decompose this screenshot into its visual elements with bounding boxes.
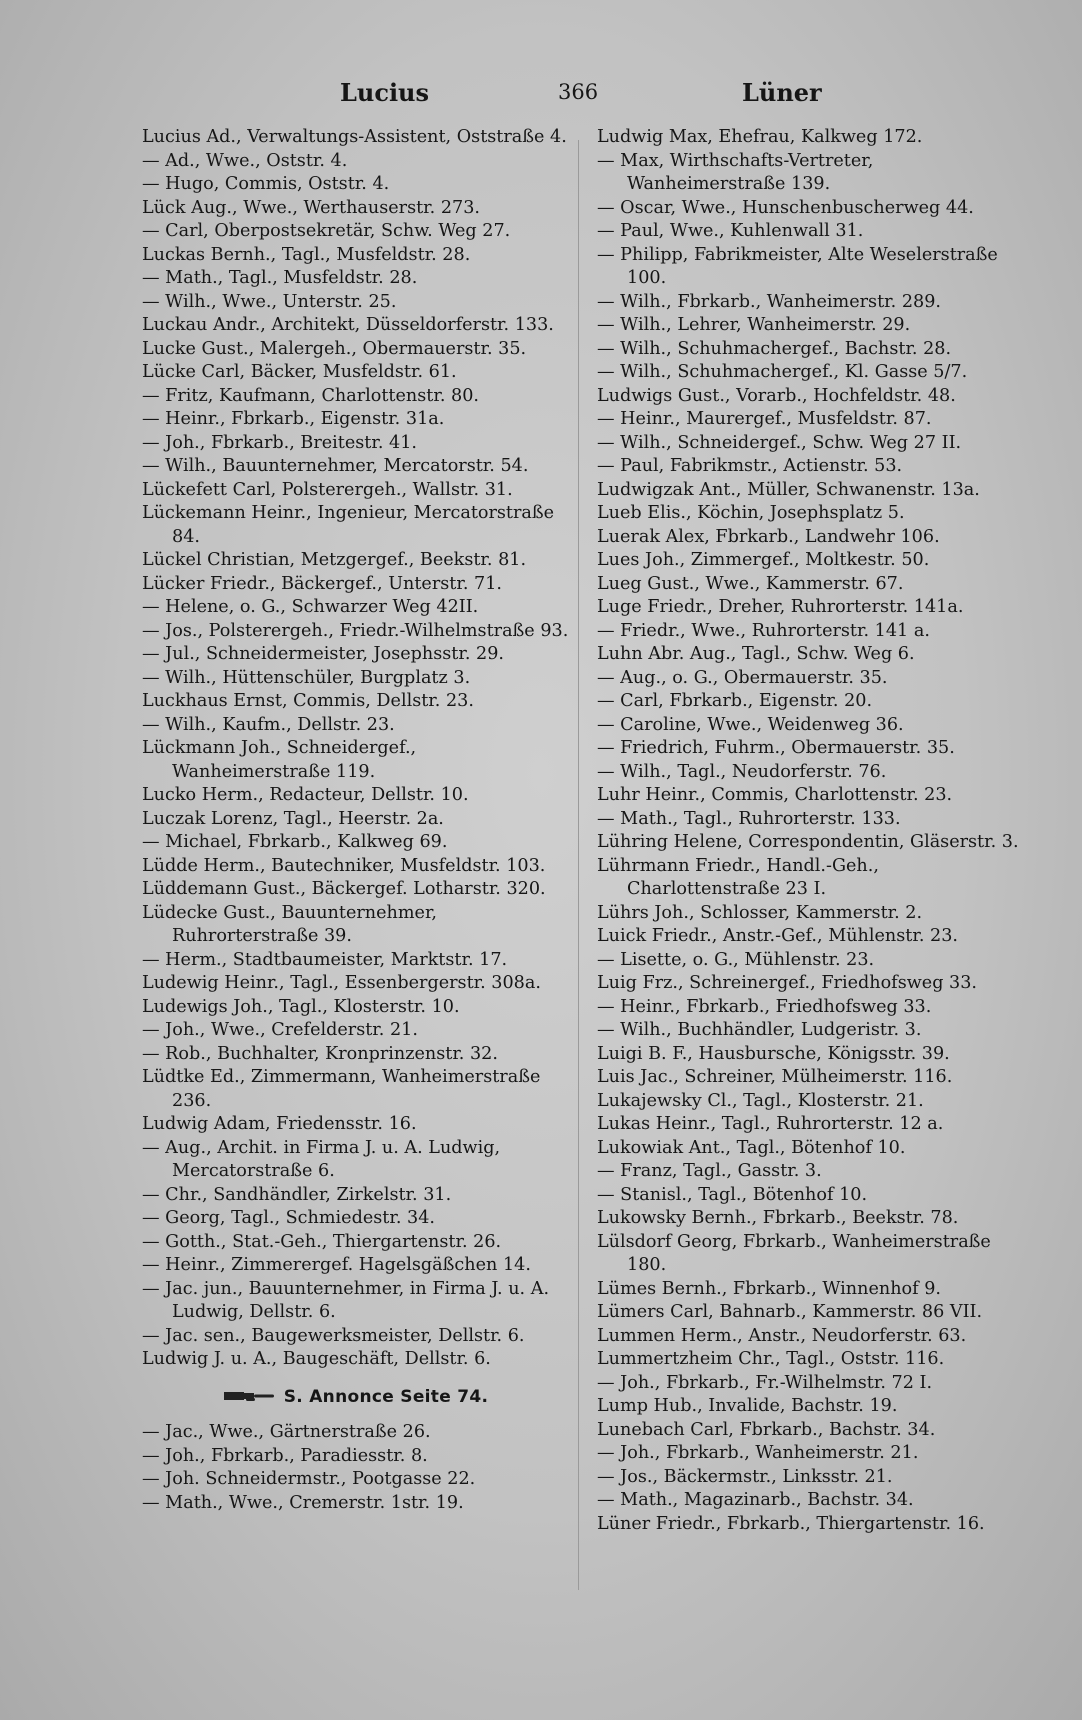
directory-entry: Lueb Elis., Köchin, Josephsplatz 5.	[597, 503, 905, 523]
directory-entry: Lück Aug., Wwe., Werthauserstr. 273.	[142, 197, 481, 218]
directory-entry: Luhr Heinr., Commis, Charlottenstr. 23.	[597, 785, 953, 805]
directory-entry: — Aug., Archit. in Firma J. u. A. Ludwig, Mercatorstraße 6.	[142, 1137, 501, 1181]
directory-entry: — Max, Wirthschafts-Vertreter, Wanheimerstraße 139.	[597, 150, 874, 194]
directory-entry: Ludwigs Gust., Vorarb., Hochfeldstr. 48.	[597, 385, 956, 406]
directory-entry: Lues Joh., Zimmergef., Moltkestr. 50.	[597, 550, 930, 570]
directory-entry: — Heinr., Fbrkarb., Eigenstr. 31a.	[142, 409, 445, 429]
directory-entry: Lühring Helene, Correspondentin, Gläserstr. 3.	[597, 832, 1019, 852]
directory-entry: — Friedr., Wwe., Ruhrorterstr. 141 a.	[597, 620, 930, 641]
directory-entry: — Joh. Schneidermstr., Pootgasse 22.	[142, 1469, 476, 1489]
directory-entry: Lüner Friedr., Fbrkarb., Thiergartenstr. 16.	[597, 1513, 985, 1534]
directory-entry: — Georg, Tagl., Schmiedestr. 34.	[142, 1208, 436, 1228]
directory-entry: — Caroline, Wwe., Weidenweg 36.	[597, 714, 904, 735]
directory-entry: Lüdecke Gust., Bauunternehmer, Ruhrorterstraße 39.	[142, 902, 438, 946]
directory-entry: Lümes Bernh., Fbrkarb., Winnenhof 9.	[597, 1278, 942, 1299]
directory-entry: — Wilh., Schuhmachergef., Bachstr. 28.	[597, 338, 952, 359]
page-number: 366	[558, 80, 599, 104]
directory-entry: — Gotth., Stat.-Geh., Thiergartenstr. 26.	[142, 1231, 502, 1252]
directory-entry: Lump Hub., Invalide, Bachstr. 19.	[597, 1396, 898, 1416]
directory-entry: Lunebach Carl, Fbrkarb., Bachstr. 34.	[597, 1419, 936, 1440]
directory-entry: — Jac. sen., Baugewerksmeister, Dellstr. 6.	[142, 1325, 525, 1346]
directory-entry: Lukas Heinr., Tagl., Ruhrorterstr. 12 a.	[597, 1114, 944, 1134]
directory-entry: — Joh., Fbrkarb., Paradiesstr. 8.	[142, 1445, 428, 1466]
directory-entry: Lückefett Carl, Polsterergeh., Wallstr. 31.	[142, 479, 513, 500]
directory-entry: — Wilh., Kaufm., Dellstr. 23.	[142, 714, 395, 735]
directory-entry: Lückel Christian, Metzgergef., Beekstr. 81.	[142, 550, 527, 570]
page-header	[120, 78, 1020, 112]
directory-entry: Luge Friedr., Dreher, Ruhrorterstr. 141a.	[597, 597, 964, 617]
directory-entry: — Wilh., Bauunternehmer, Mercatorstr. 54.	[142, 456, 529, 476]
directory-entry: — Chr., Sandhändler, Zirkelstr. 31.	[142, 1184, 452, 1205]
directory-entry: Lukowiak Ant., Tagl., Bötenhof 10.	[597, 1137, 906, 1158]
directory-entry: Lucke Gust., Malergeh., Obermauerstr. 35.	[142, 338, 527, 359]
directory-entry: — Jul., Schneidermeister, Josephsstr. 29.	[142, 644, 505, 664]
directory-entry: — Jac. jun., Bauunternehmer, in Firma J. u. A. Ludwig, Dellstr. 6.	[142, 1278, 550, 1322]
directory-entry: — Herm., Stadtbaumeister, Marktstr. 17.	[142, 949, 508, 970]
directory-entry: Lukajewsky Cl., Tagl., Klosterstr. 21.	[597, 1090, 924, 1111]
directory-entry: Ludwigzak Ant., Müller, Schwanenstr. 13a.	[597, 479, 980, 500]
directory-entry: Lümers Carl, Bahnarb., Kammerstr. 86 VII.	[597, 1302, 983, 1322]
directory-entry: Lukowsky Bernh., Fbrkarb., Beekstr. 78.	[597, 1208, 959, 1228]
directory-entry: — Oscar, Wwe., Hunschenbuscherweg 44.	[597, 197, 974, 218]
directory-entry: — Wilh., Lehrer, Wanheimerstr. 29.	[597, 315, 911, 335]
directory-entry: — Michael, Fbrkarb., Kalkweg 69.	[142, 832, 448, 852]
directory-entry: — Franz, Tagl., Gasstr. 3.	[597, 1161, 822, 1181]
directory-entry: — Hugo, Commis, Oststr. 4.	[142, 174, 390, 194]
directory-entry: — Ad., Wwe., Oststr. 4.	[142, 150, 348, 171]
directory-entry: — Lisette, o. G., Mühlenstr. 23.	[597, 949, 875, 970]
directory-entry: — Heinr., Fbrkarb., Friedhofsweg 33.	[597, 996, 932, 1017]
directory-entry: — Wilh., Hüttenschüler, Burgplatz 3.	[142, 667, 471, 688]
header-left-word: Lucius	[340, 78, 430, 107]
directory-entry: — Joh., Fbrkarb., Wanheimerstr. 21.	[597, 1443, 919, 1463]
directory-entry: — Wilh., Schneidergef., Schw. Weg 27 II.	[597, 432, 962, 453]
directory-entry: Lüdtke Ed., Zimmermann, Wanheimerstraße 236.	[142, 1067, 541, 1111]
directory-entry: Ludewigs Joh., Tagl., Klosterstr. 10.	[142, 996, 460, 1017]
directory-entry: — Aug., o. G., Obermauerstr. 35.	[597, 667, 888, 688]
directory-entry: — Joh., Fbrkarb., Breitestr. 41.	[142, 432, 418, 453]
directory-entry: Luhn Abr. Aug., Tagl., Schw. Weg 6.	[597, 644, 915, 664]
directory-entry: — Math., Tagl., Musfeldstr. 28.	[142, 268, 418, 288]
column-divider	[578, 140, 579, 1590]
directory-entry: — Philipp, Fabrikmeister, Alte Weselerstraße 100.	[597, 244, 998, 288]
directory-entry: — Math., Wwe., Cremerstr. 1str. 19.	[142, 1492, 464, 1513]
directory-entry: — Stanisl., Tagl., Bötenhof 10.	[597, 1184, 868, 1205]
directory-entry: Lucko Herm., Redacteur, Dellstr. 10.	[142, 785, 469, 805]
directory-entry: — Paul, Wwe., Kuhlenwall 31.	[597, 221, 864, 241]
directory-entry: Lücke Carl, Bäcker, Musfeldstr. 61.	[142, 362, 457, 382]
right-column	[597, 126, 1029, 1536]
directory-entry: — Jos., Polsterergeh., Friedr.-Wilhelmstraße 93.	[142, 620, 569, 641]
pointing-hand-icon	[224, 1389, 276, 1403]
directory-entry: Luckhaus Ernst, Commis, Dellstr. 23.	[142, 691, 474, 711]
directory-entry: — Helene, o. G., Schwarzer Weg 42II.	[142, 597, 479, 617]
directory-entry: — Rob., Buchhalter, Kronprinzenstr. 32.	[142, 1043, 498, 1064]
directory-entry: Ludwig Max, Ehefrau, Kalkweg 172.	[597, 127, 923, 147]
directory-entry: Ludwig Adam, Friedensstr. 16.	[142, 1114, 417, 1134]
directory-entry: — Wilh., Wwe., Unterstr. 25.	[142, 291, 397, 312]
directory-entry: Luig Frz., Schreinergef., Friedhofsweg 33.	[597, 973, 978, 993]
directory-entry: Lüdde Herm., Bautechniker, Musfeldstr. 103.	[142, 855, 546, 876]
directory-entry: Lummen Herm., Anstr., Neudorferstr. 63.	[597, 1325, 967, 1346]
directory-entry: Luigi B. F., Hausbursche, Königsstr. 39.	[597, 1043, 950, 1064]
directory-entry: — Carl, Fbrkarb., Eigenstr. 20.	[597, 691, 873, 711]
directory-entry: — Carl, Oberpostsekretär, Schw. Weg 27.	[142, 221, 511, 241]
directory-entry: Lummertzheim Chr., Tagl., Oststr. 116.	[597, 1349, 945, 1369]
annonce-text: S. Annonce Seite 74.	[283, 1386, 489, 1407]
directory-entry: — Wilh., Buchhändler, Ludgeristr. 3.	[597, 1020, 922, 1040]
directory-entry: — Wilh., Schuhmachergef., Kl. Gasse 5/7.	[597, 362, 968, 382]
directory-entry: — Heinr., Zimmerergef. Hagelsgäßchen 14.	[142, 1255, 531, 1275]
directory-entry: Lüddemann Gust., Bäckergef. Lotharstr. 320.	[142, 879, 546, 899]
directory-entry: — Friedrich, Fuhrm., Obermauerstr. 35.	[597, 738, 955, 758]
left-column	[142, 126, 570, 1515]
directory-entry: Lückmann Joh., Schneidergef., Wanheimerstraße 119.	[142, 738, 417, 782]
directory-entry: Luckau Andr., Architekt, Düsseldorferstr. 133.	[142, 315, 554, 335]
annonce-reference	[142, 1386, 570, 1410]
directory-entry: Luick Friedr., Anstr.-Gef., Mühlenstr. 23.	[597, 926, 958, 946]
directory-entry: — Jac., Wwe., Gärtnerstraße 26.	[142, 1422, 431, 1442]
directory-entry: — Joh., Fbrkarb., Fr.-Wilhelmstr. 72 I.	[597, 1372, 933, 1393]
directory-entry: Lührmann Friedr., Handl.-Geh., Charlottenstraße 23 I.	[597, 855, 879, 899]
directory-entry: Luczak Lorenz, Tagl., Heerstr. 2a.	[142, 808, 444, 829]
directory-entry: Lührs Joh., Schlosser, Kammerstr. 2.	[597, 902, 923, 923]
directory-entry: Lückemann Heinr., Ingenieur, Mercatorstraße 84.	[142, 503, 555, 547]
directory-entry: Luis Jac., Schreiner, Mülheimerstr. 116.	[597, 1067, 953, 1087]
directory-entry: — Wilh., Fbrkarb., Wanheimerstr. 289.	[597, 291, 941, 312]
directory-entry: — Wilh., Tagl., Neudorferstr. 76.	[597, 761, 887, 782]
directory-entry: — Math., Tagl., Ruhrorterstr. 133.	[597, 808, 901, 829]
directory-entry: — Paul, Fabrikmstr., Actienstr. 53.	[597, 456, 903, 476]
directory-entry: — Heinr., Maurergef., Musfeldstr. 87.	[597, 409, 932, 429]
directory-entry: Ludwig J. u. A., Baugeschäft, Dellstr. 6.	[142, 1349, 491, 1369]
directory-entry: — Math., Magazinarb., Bachstr. 34.	[597, 1490, 914, 1510]
directory-entry: Luckas Bernh., Tagl., Musfeldstr. 28.	[142, 244, 471, 265]
directory-entry: Ludewig Heinr., Tagl., Essenbergerstr. 308a.	[142, 973, 541, 993]
directory-entry: Luerak Alex, Fbrkarb., Landwehr 106.	[597, 526, 940, 547]
directory-entry: — Fritz, Kaufmann, Charlottenstr. 80.	[142, 385, 479, 406]
directory-entry: — Jos., Bäckermstr., Linksstr. 21.	[597, 1466, 893, 1487]
directory-entry: Lücker Friedr., Bäckergef., Unterstr. 71.	[142, 573, 503, 594]
header-right-word: Lüner	[742, 78, 822, 107]
directory-entry: Lucius Ad., Verwaltungs-Assistent, Oststraße 4.	[142, 127, 567, 147]
directory-entry: Lueg Gust., Wwe., Kammerstr. 67.	[597, 573, 904, 594]
directory-entry: Lülsdorf Georg, Fbrkarb., Wanheimerstraße 180.	[597, 1231, 991, 1275]
directory-entry: — Joh., Wwe., Crefelderstr. 21.	[142, 1020, 418, 1040]
